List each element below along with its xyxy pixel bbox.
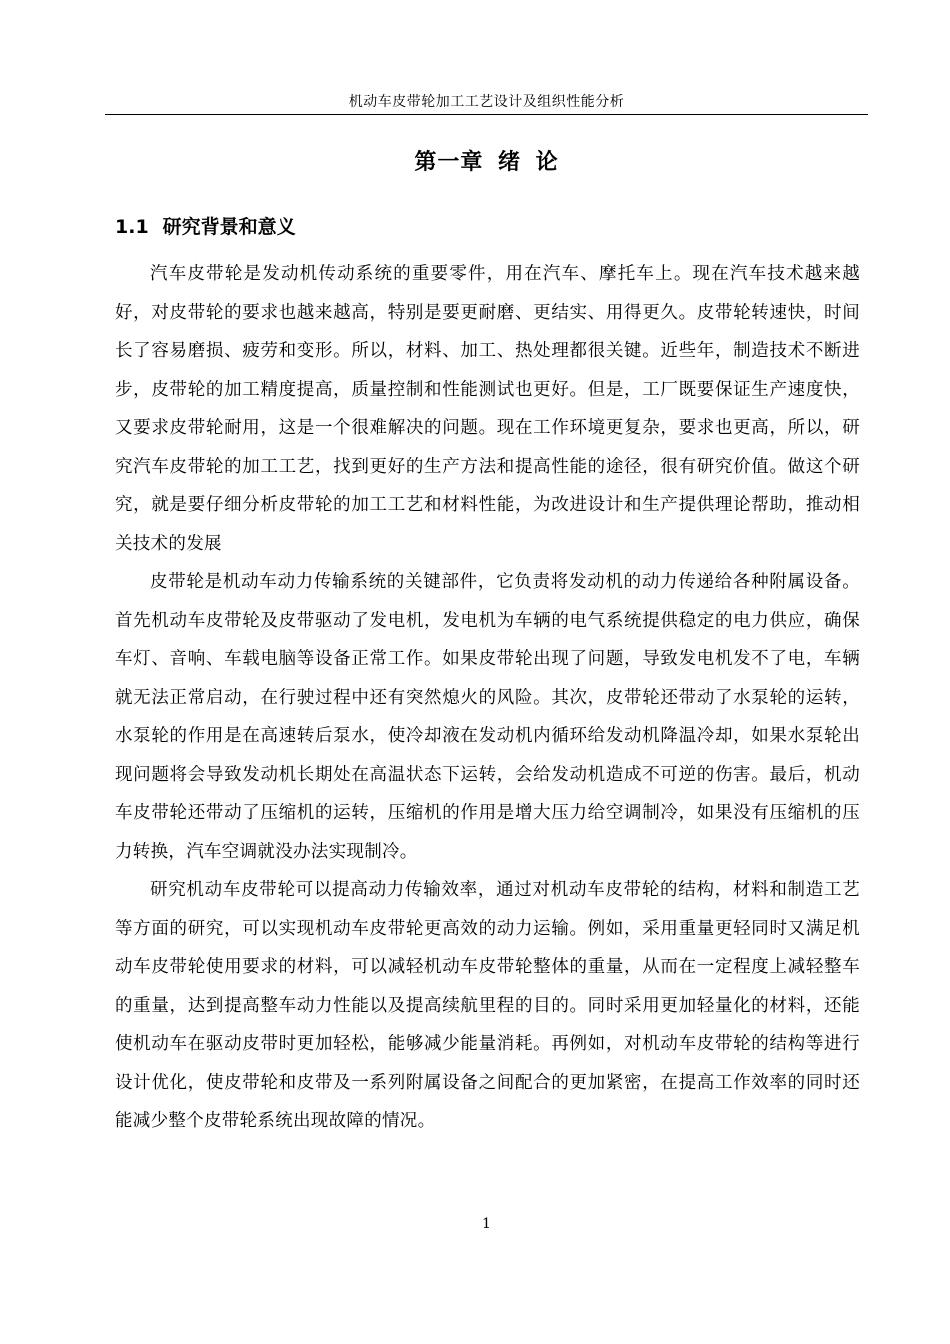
section-number: 1.1 bbox=[115, 216, 149, 238]
paragraph: 研究机动车皮带轮可以提高动力传输效率，通过对机动车皮带轮的结构，材料和制造工艺等方面的研究，可以实现机动车皮带轮更高效的动力运输。例如，采用重量更轻同时又满足机动车皮带轮使用要求的材料，可以减轻机动车皮带轮整体的重量，从而在一定程度上减轻整车的重量，达到提高整车动力性能以及提高续航里程的目的。同时采用更加轻量化的材料，还能使机动车在驱动皮带时更加轻松，能够减少能量消耗。再例如，对机动车皮带轮的结构等进行设计优化，使皮带轮和皮带及一系列附属设备之间配合的更加紧密，在提高工作效率的同时还能减少整个皮带轮系统出现故障的情况。 bbox=[115, 880, 860, 1131]
page-number: 1 bbox=[482, 1216, 491, 1232]
section-title-text: 研究背景和意义 bbox=[162, 216, 296, 238]
paragraph: 皮带轮是机动车动力传输系统的关键部件，它负责将发动机的动力传递给各种附属设备。首先机动车皮带轮及皮带驱动了发电机，发电机为车辆的电气系统提供稳定的电力供应，确保车灯、音响、车载电脑等设备正常工作。如果皮带轮出现了问题，导致发电机发不了电，车辆就无法正常启动，在行驶过程中还有突然熄火的风险。其次，皮带轮还带动了水泵轮的运转，水泵轮的作用是在高速转后泵水，使冷却液在发动机内循环给发动机降温冷却，如果水泵轮出现问题将会导致发动机长期处在高温状态下运转，会给发动机造成不可逆的伤害。最后，机动车皮带轮还带动了压缩机的运转，压缩机的作用是增大压力给空调制冷，如果没有压缩机的压力转换，汽车空调就没办法实现制冷。 bbox=[115, 572, 860, 862]
paragraph: 汽车皮带轮是发动机传动系统的重要零件，用在汽车、摩托车上。现在汽车技术越来越好，对皮带轮的要求也越来越高，特别是要更耐磨、更结实、用得更久。皮带轮转速快，时间长了容易磨损、疲劳和变形。所以，材料、加工、热处理都很关键。近些年，制造技术不断进步，皮带轮的加工精度提高，质量控制和性能测试也更好。但是，工厂既要保证生产速度快，又要求皮带轮耐用，这是一个很难解决的问题。现在工作环境更复杂，要求也更高，所以，研究汽车皮带轮的加工工艺，找到更好的生产方法和提高性能的途径，很有研究价值。做这个研究，就是要仔细分析皮带轮的加工工艺和材料性能，为改进设计和生产提供理论帮助，推动相关技术的发展 bbox=[115, 264, 860, 554]
body-text bbox=[115, 255, 860, 1141]
chapter-title: 第一章 绪 论 bbox=[414, 150, 559, 175]
section-heading bbox=[115, 212, 296, 242]
running-header: 机动车皮带轮加工工艺设计及组织性能分析 bbox=[348, 94, 625, 110]
header-divider bbox=[105, 114, 868, 115]
